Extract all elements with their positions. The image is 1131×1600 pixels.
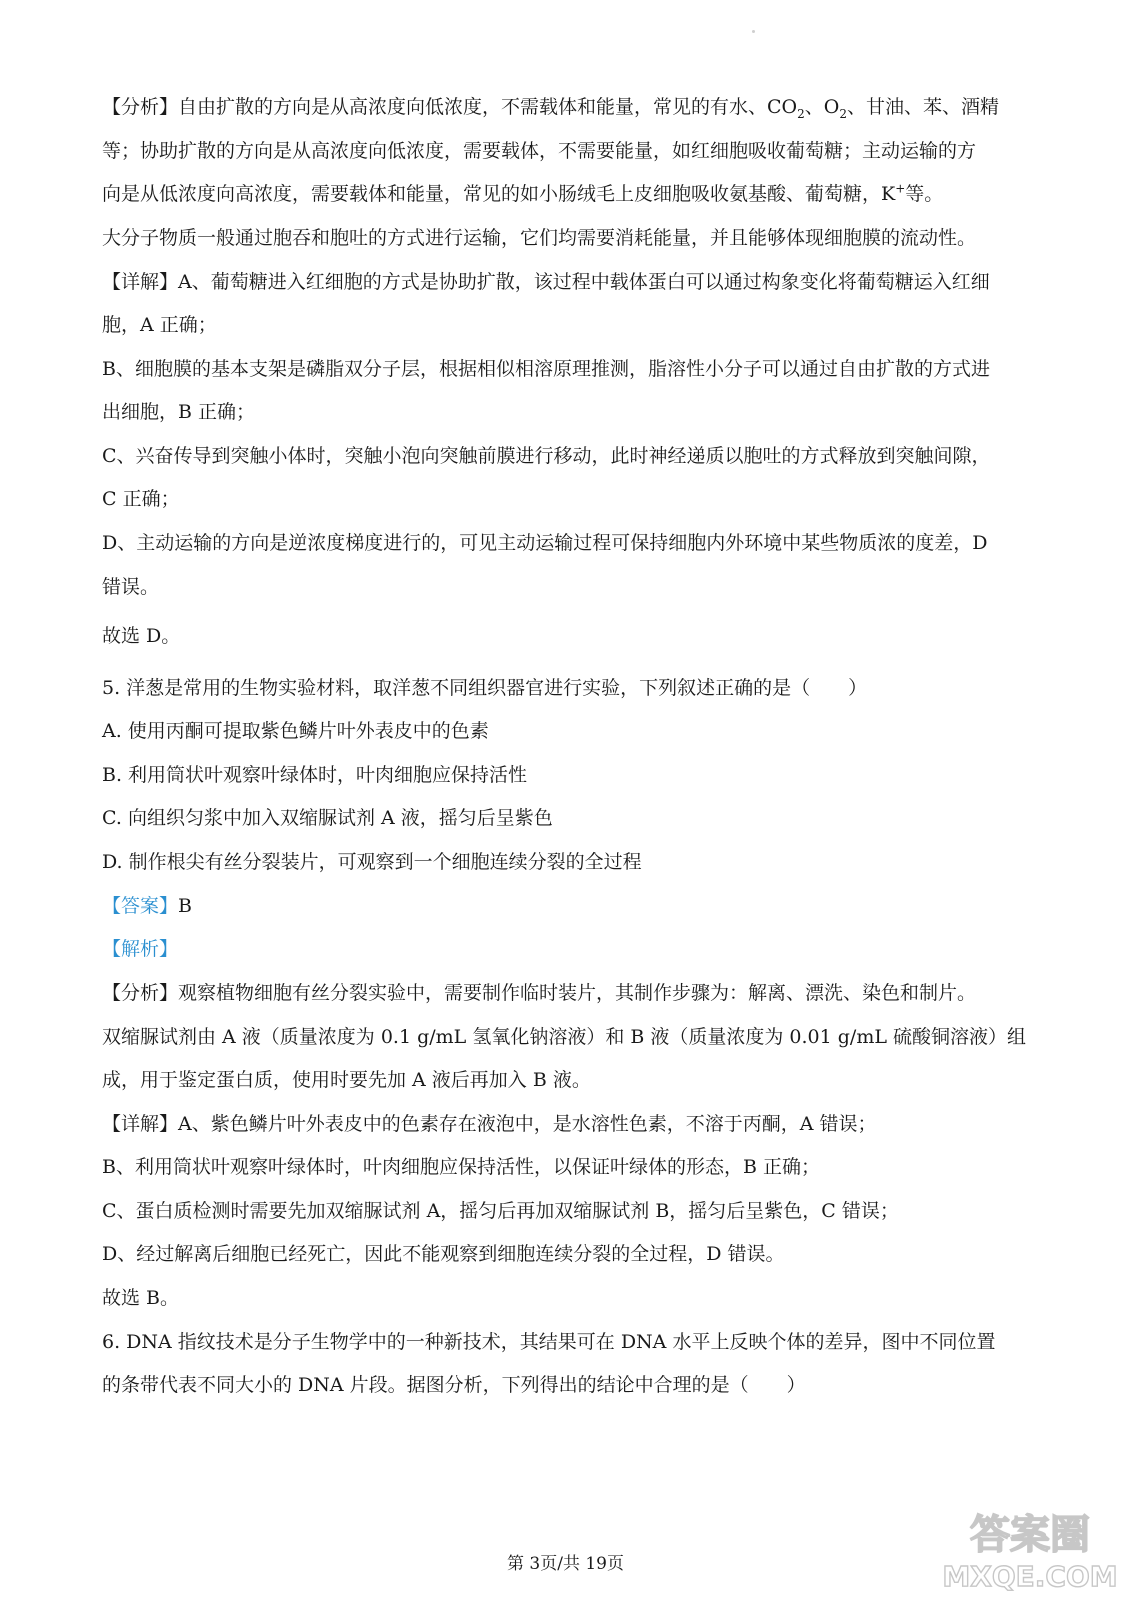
detail-q5-a-line: [102, 1112, 877, 1136]
detail-q4-c-line-2: C 正确；: [102, 488, 180, 510]
detail-q5-d-line: D、经过解离后细胞已经死亡，因此不能观察到细胞连续分裂的全过程，D 错误。: [102, 1243, 785, 1265]
analysis-q5-line-2: 双缩脲试剂由 A 液（质量浓度为 0.1 g/mL 氢氧化钠溶液）和 B 液（质量浓度为 0.01 g/mL 硫酸铜溶液）组: [102, 1026, 1026, 1048]
analysis-tag: 【分析】: [102, 96, 179, 118]
text-span: 自由扩散的方向是从高浓度向低浓度，不需载体和能量，常见的有水、CO: [178, 96, 798, 118]
subscript: 2: [839, 106, 847, 121]
detail-q4-d-line-2: 错误。: [102, 576, 160, 598]
detail-q4-b-line-1: B、细胞膜的基本支架是磷脂双分子层，根据相似相溶原理推测，脂溶性小分子可以通过自由扩散的方式进: [102, 358, 990, 380]
analysis-q4-line-2: 等；协助扩散的方向是从高浓度向低浓度，需要载体，不需要能量，如红细胞吸收葡萄糖；主动运输的方: [102, 140, 977, 162]
question-5-stem: 5. 洋葱是常用的生物实验材料，取洋葱不同组织器官进行实验，下列叙述正确的是（ ）: [102, 677, 868, 699]
question-5-option-b: B. 利用筒状叶观察叶绿体时，叶肉细胞应保持活性: [102, 764, 528, 786]
answer-value: B: [178, 895, 192, 917]
question-5-option-c: C. 向组织匀浆中加入双缩脲试剂 A 液，摇匀后呈紫色: [102, 807, 553, 829]
detail-tag: 【详解】: [102, 271, 179, 293]
question-5-answer: [102, 894, 192, 918]
analysis-q4-line-4: 大分子物质一般通过胞吞和胞吐的方式进行运输，它们均需要消耗能量，并且能够体现细胞膜的流动性。: [102, 227, 977, 249]
watermark-chinese: 答案圈: [970, 1512, 1090, 1558]
detail-q5-b-line: B、利用筒状叶观察叶绿体时，叶肉细胞应保持活性，以保证叶绿体的形态，B 正确；: [102, 1156, 820, 1178]
watermark-domain: MXQE.COM: [942, 1560, 1118, 1593]
question-5-option-d: D. 制作根尖有丝分裂装片，可观察到一个细胞连续分裂的全过程: [102, 851, 642, 873]
question-5-explain-tag: 【解析】: [102, 938, 179, 960]
detail-q5-conclusion: 故选 B。: [102, 1287, 180, 1309]
watermark-logo: [940, 1500, 1120, 1595]
text-span: 等。: [905, 183, 944, 205]
question-5-option-a: A. 使用丙酮可提取紫色鳞片叶外表皮中的色素: [102, 720, 489, 742]
analysis-q4-line-3: [102, 182, 943, 206]
analysis-tag: 【分析】: [102, 982, 179, 1004]
analysis-q5-line-1: [102, 981, 976, 1005]
text-span: 、O: [804, 96, 840, 118]
detail-q4-b-line-2: 出细胞，B 正确；: [102, 401, 256, 423]
question-6-line-1: 6. DNA 指纹技术是分子生物学中的一种新技术，其结果可在 DNA 水平上反映个体的差异，图中不同位置: [102, 1331, 996, 1353]
detail-q4-c-line-1: C、兴奋传导到突触小体时，突触小泡向突触前膜进行移动，此时神经递质以胞吐的方式释放到突触间隙，: [102, 445, 991, 467]
detail-q4-conclusion: 故选 D。: [102, 625, 181, 647]
detail-q4-d-line-1: D、主动运输的方向是逆浓度梯度进行的，可见主动运输过程可保持细胞内外环境中某些物质浓的度差，D: [102, 532, 988, 554]
text-span: A、葡萄糖进入红细胞的方式是协助扩散，该过程中载体蛋白可以通过构象变化将葡萄糖运入红细: [178, 271, 990, 293]
answer-tag: 【答案】: [102, 895, 179, 917]
scan-speck: [752, 30, 755, 33]
text-span: 观察植物细胞有丝分裂实验中，需要制作临时装片，其制作步骤为：解离、漂洗、染色和制片。: [178, 982, 977, 1004]
superscript: +: [895, 181, 906, 196]
detail-q4-a-line-1: [102, 270, 990, 294]
text-span: 、甘油、苯、酒精: [847, 96, 1000, 118]
text-span: A、紫色鳞片叶外表皮中的色素存在液泡中，是水溶性色素，不溶于丙酮，A 错误；: [178, 1113, 877, 1135]
page-footer: 第 3页/共 19页: [507, 1554, 624, 1574]
question-6-line-2: 的条带代表不同大小的 DNA 片段。据图分析，下列得出的结论中合理的是（ ）: [102, 1374, 806, 1396]
analysis-q4-line-1: [102, 95, 999, 119]
analysis-q5-line-3: 成，用于鉴定蛋白质，使用时要先加 A 液后再加入 B 液。: [102, 1069, 591, 1091]
detail-q4-a-line-2: 胞，A 正确；: [102, 314, 217, 336]
text-span: 向是从低浓度向高浓度，需要载体和能量，常见的如小肠绒毛上皮细胞吸收氨基酸、葡萄糖，K: [102, 183, 896, 205]
subscript: 2: [797, 106, 805, 121]
detail-tag: 【详解】: [102, 1113, 179, 1135]
detail-q5-c-line: C、蛋白质检测时需要先加双缩脲试剂 A，摇匀后再加双缩脲试剂 B，摇匀后呈紫色，C 错误；: [102, 1200, 899, 1222]
